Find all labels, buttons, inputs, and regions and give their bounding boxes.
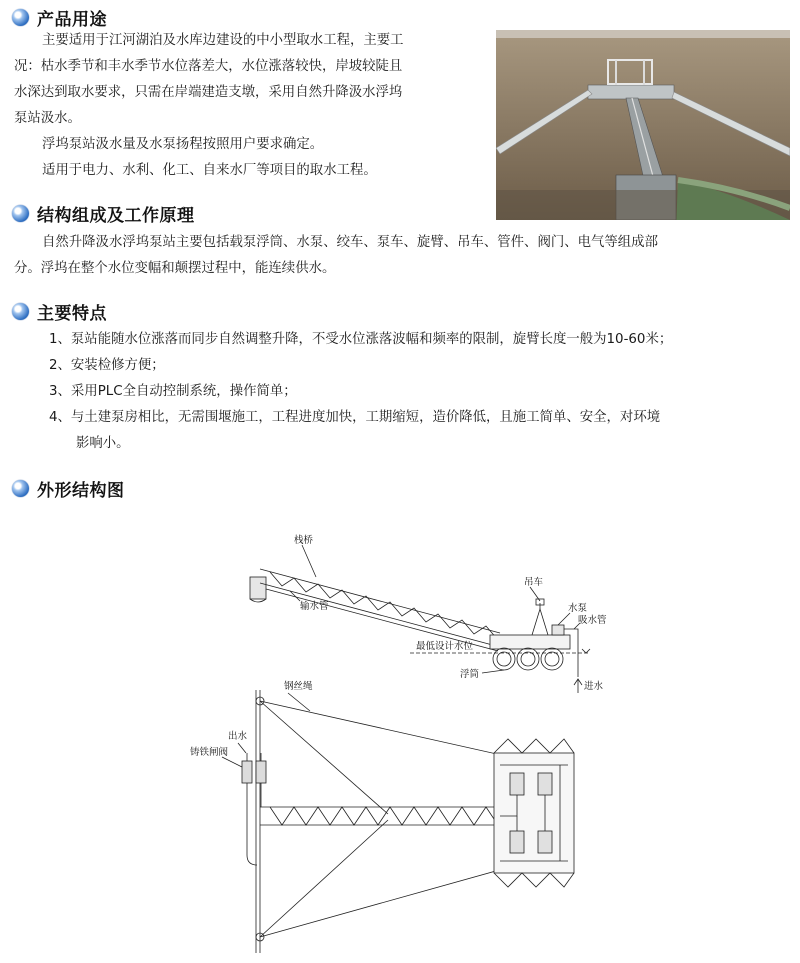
usage-para-3: 适用于电力、水利、化工、自来水厂等项目的取水工程。 — [42, 163, 377, 178]
section-heading: 外形结构图 — [37, 480, 125, 501]
section-title-structure — [12, 200, 195, 226]
usage-line-1: 主要适用于江河湖泊及水库边建设的中小型取水工程，主要工 — [42, 33, 404, 48]
label-inlet: 进水 — [584, 681, 604, 692]
section-heading: 结构组成及工作原理 — [37, 205, 195, 226]
usage-line-3: 水深达到取水要求，只需在岸端建造支墩，采用自然升降汲水浮坞 — [14, 85, 403, 100]
label-crane: 吊车 — [524, 577, 544, 588]
structure-line-2: 分。浮坞在整个水位变幅和颠摆过程中，能连续供水。 — [14, 261, 336, 276]
bullet-icon — [12, 480, 29, 497]
feature-item-1: 1、泵站能随水位涨落而同步自然调整升降，不受水位涨落波幅和频率的限制，旋臂长度一般为10-60米； — [49, 332, 673, 347]
feature-item-4: 4、与土建泵房相比，无需围堰施工，工程进度加快，工期缩短，造价降低，且施工简单、安全，对环境 — [49, 410, 661, 425]
label-wire-rope: 钢丝绳 — [284, 681, 313, 692]
label-suction-pipe: 吸水管 — [578, 615, 607, 626]
label-cast-valve: 铸铁闸阀 — [190, 747, 229, 758]
section-title-drawing — [12, 475, 125, 501]
feature-item-2: 2、安装检修方便； — [49, 358, 165, 373]
section-title-features — [12, 298, 107, 324]
usage-para-2: 浮坞泵站汲水量及水泵扬程按照用户要求确定。 — [42, 137, 324, 152]
section-title-usage — [12, 4, 107, 30]
label-outlet: 出水 — [228, 731, 248, 742]
usage-line-4: 泵站汲水。 — [14, 111, 81, 126]
section-heading: 产品用途 — [37, 9, 107, 30]
pump-station-photo — [496, 30, 790, 220]
label-trestle: 栈桥 — [294, 535, 314, 546]
label-pump: 水泵 — [568, 603, 588, 614]
label-min-level: 最低设计水位 — [416, 641, 474, 652]
structure-drawing — [160, 525, 650, 953]
feature-item-3: 3、采用PLC全自动控制系统，操作简单； — [49, 384, 297, 399]
bullet-icon — [12, 9, 29, 26]
section-heading: 主要特点 — [37, 303, 107, 324]
bullet-icon — [12, 303, 29, 320]
label-outlet-pipe: 输水管 — [300, 601, 329, 612]
label-pontoon: 浮筒 — [460, 669, 480, 680]
feature-item-4-cont: 影响小。 — [76, 436, 130, 451]
structure-line-1: 自然升降汲水浮坞泵站主要包括载泵浮筒、水泵、绞车、泵车、旋臂、吊车、管件、阀门、电气等组成部 — [42, 235, 658, 250]
usage-line-2: 况：枯水季节和丰水季节水位落差大，水位涨落较快，岸坡较陡且 — [14, 59, 403, 74]
bullet-icon — [12, 205, 29, 222]
